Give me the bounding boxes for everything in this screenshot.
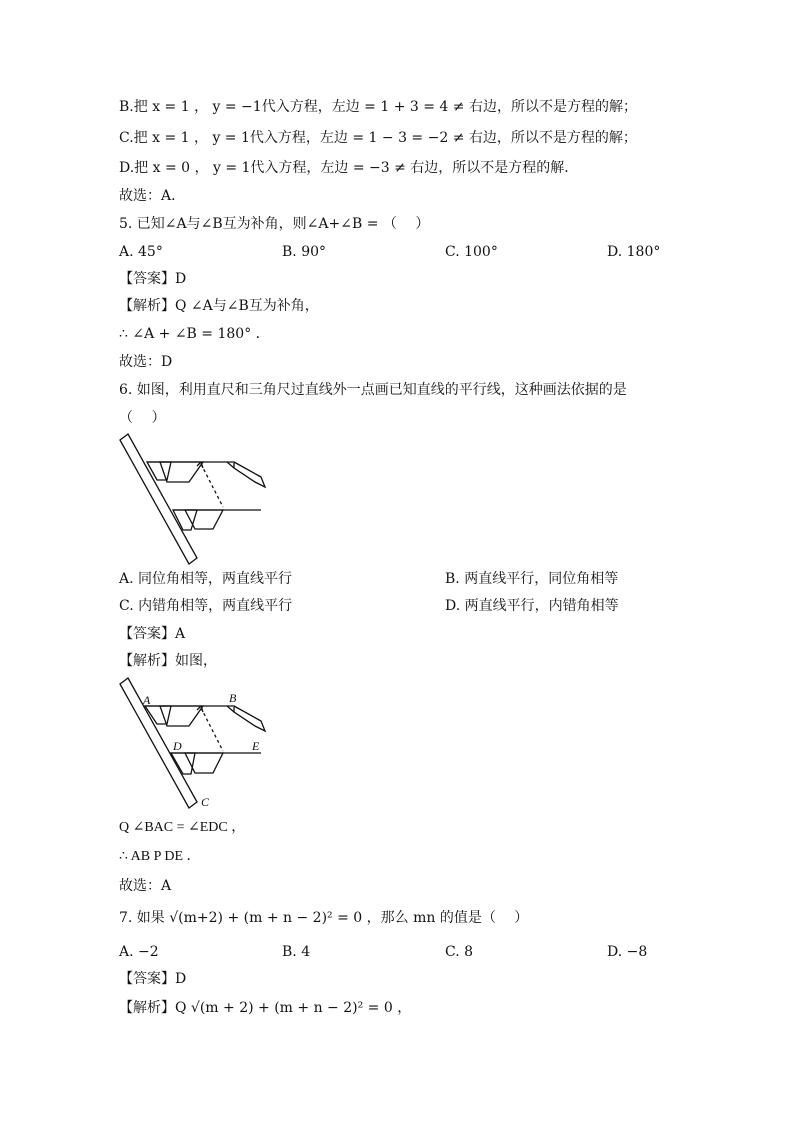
answer-7: 【答案】D xyxy=(119,971,187,987)
explanation-5: 【解析】Q ∠A与∠B互为补角， xyxy=(119,298,319,314)
question-5: 5. 已知∠A与∠B互为补角，则∠A+∠B = （ ） xyxy=(119,216,430,232)
question-6-paren: （ ） xyxy=(119,410,166,426)
select-answer-5: 故选：D xyxy=(119,354,173,370)
label-d: D xyxy=(173,739,182,753)
equation-6b: ∴ AB P DE ． xyxy=(119,849,201,864)
label-e: E xyxy=(252,739,260,753)
q5-option-a: A. 45° xyxy=(119,244,163,260)
figure-labeled xyxy=(115,676,275,811)
q7-option-b: B. 4 xyxy=(282,944,311,960)
explanation-5-eq: ∴ ∠A + ∠B = 180° ． xyxy=(119,326,270,342)
q6-option-a: A. 同位角相等，两直线平行 xyxy=(119,571,293,587)
question-6: 6. 如图，利用直尺和三角尺过直线外一点画已知直线的平行线，这种画法依据的是 xyxy=(119,382,627,398)
answer-6: 【答案】A xyxy=(119,626,186,642)
q6-option-b: B. 两直线平行，同位角相等 xyxy=(445,571,619,587)
question-7: 7. 如果 √(m+2) + (m + n − 2)² = 0 ，那么 mn 的值是（ ） xyxy=(119,910,529,926)
label-b: B xyxy=(229,691,237,705)
q5-option-d: D. 180° xyxy=(607,244,661,260)
q6-option-c: C. 内错角相等，两直线平行 xyxy=(119,598,293,614)
line-option-c: C.把 x = 1 ， y = 1代入方程，左边 = 1 − 3 = −2 ≠ 右边，所以不是方程的解； xyxy=(119,130,637,146)
line-option-b: B.把 x = 1 ， y = −1代入方程，左边 = 1 + 3 = 4 ≠ 右边，所以不是方程的解； xyxy=(119,99,637,115)
figure-ruler-triangle xyxy=(115,432,275,567)
line-option-d: D.把 x = 0 ， y = 1代入方程，左边 = −3 ≠ 右边，所以不是方程的解． xyxy=(119,160,579,176)
select-answer-4: 故选：A． xyxy=(119,188,186,204)
label-a: A xyxy=(143,693,151,707)
q7-option-c: C. 8 xyxy=(445,944,474,960)
select-answer-6: 故选：A xyxy=(119,878,172,894)
explanation-7: 【解析】Q √(m + 2) + (m + n − 2)² = 0 ， xyxy=(119,1000,412,1016)
answer-5: 【答案】D xyxy=(119,271,187,287)
label-c: C xyxy=(201,795,210,809)
q7-option-d: D. −8 xyxy=(607,944,648,960)
equation-6a: Q ∠BAC = ∠EDC ， xyxy=(119,820,246,835)
q5-option-b: B. 90° xyxy=(282,244,327,260)
q7-option-a: A. −2 xyxy=(119,944,159,960)
q5-option-c: C. 100° xyxy=(445,244,498,260)
q6-option-d: D. 两直线平行，内错角相等 xyxy=(445,598,619,614)
explanation-6: 【解析】如图， xyxy=(119,653,217,669)
